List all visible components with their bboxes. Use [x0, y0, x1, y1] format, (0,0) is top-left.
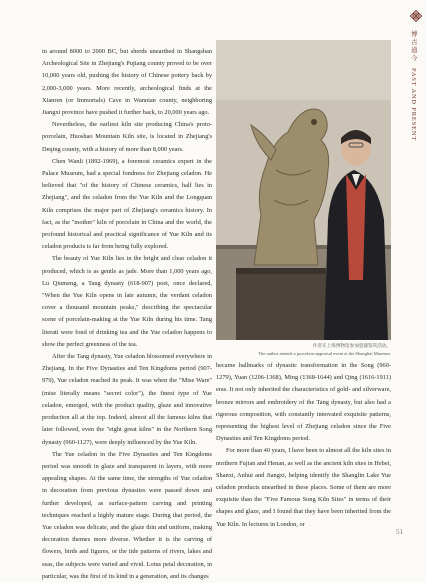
paragraph: For more than 40 years, I have been to almost all the kiln sites in northern Fujian and Henan, as well as the ancient kiln sites in Hebei, Shanxi, Anhui and Jiangxi, helping identify the Shanglin Lake Yue celadon products unearthed in these places. Some of them are more exquisite than the "Five Famous Song Kiln Sites" in terms of their shapes and glaze, and I found that they have been inherited from the Yue Kiln. In lectures in London, or [216, 447, 391, 528]
section-tab [405, 0, 427, 175]
paragraph: The beauty of Yue Kiln lies in the bright and clear celadon it produced, which is as gentle as jade. More than 1,000 years ago, Lu Qiumeng, a Tang dynasty (618-907) poet, once declared, "When the Yue Kiln opens in late autumn, the verdant celadon cover a thousand mountain peaks," describing the spectacular scene of porcelain-making at the Yue Kiln during his time. Tang literati were fond of drinking tea and the Yue celadon happens to show the perfect greenness of the tea. [42, 255, 212, 348]
right-text-column [216, 360, 391, 531]
lattice-diamond-icon [410, 10, 422, 22]
paragraph: became hallmarks of dynastic transformation in the Song (960-1279), Yuan (1206-1368), Ming (1368-1644) and Qing (1616-1911) eras. It not only inherited the characteristics of gold- and silverware, bronze mirrors and embroidery of the Tang dynasty, but also had a rigorous composition, with constantly innovated exquisite patterns, representing the highest level of Zhejiang celadon since the Five Dynasties and Ten Kingdoms period. [216, 362, 391, 443]
paragraph: Nevertheless, the earliest kiln site producing China's proto-porcelain, Huoshao Mountain Kiln site, is located in Zhejiang's Deqing county, with a history of more than 8,000 years. [42, 121, 212, 153]
caption-chinese: 作者在上海博物馆参加瓷器鉴赏活动。 [312, 344, 391, 349]
section-label-en: PAST AND PRESENT [410, 68, 417, 142]
photo-illustration [216, 40, 391, 340]
page-number: 51 [396, 528, 403, 536]
section-label-zh: 博古通今 [411, 30, 418, 62]
paragraph: in around 8000 to 2000 BC, but sherds unearthed in Shangshan Archeological Site in Zhejiang's Pujiang county proved to be over 10,000 years old, pushing the history of Chinese pottery back by 2,000-3,000 years. More recently, archeological finds at the Xianren (or Immortals) Cave in Wannian county, neighboring Jiangxi province have pushed it further back, to 20,000 years ago. [42, 48, 212, 117]
caption-english: The author attends a porcelain-appraisal event at the Shanghai Museum. [258, 351, 391, 356]
paragraph: After the Tang dynasty, Yue celadon blossomed everywhere in Zhejiang. In the Five Dynasties and Ten Kingdoms period (907-979), Yue celadon reached its peak. It was when the "Mise Ware" (mise literally means "secret color"), the finest type of Yue celadon, emerged, with the product quality, glaze and innovative production all at the top. Indeed, almost all the famous kilns that later followed, even the "eight great kilns" in the Northern Song dynasty (960-1127), were deeply influenced by the Yue Kiln. [42, 353, 212, 446]
left-text-column [42, 46, 212, 583]
author-photo [216, 40, 391, 340]
paragraph: The Yue celadon in the Five Dynasties and Ten Kingdoms period was smooth in glaze and transparent in layers, with more appealing shapes. At the same time, the strengths of Yue celadon in decoration from previous dynasties were passed down and further developed, as surface-pattern carving and printing techniques reached a highly mature stage. During that period, the Yue celadon was delicate, and the glaze thin and uniform, making decoration themes more diverse. Whether it is the carving of flowers, birds and figures, or the tide patterns of rivers, lakes and seas, the subjects were varied and vivid. Lotus petal decoration, in particular, was the first of its kind in a generation, and its changes [42, 450, 212, 580]
photo-caption [216, 343, 391, 357]
paragraph: Chen Wanli (1892-1969), a foremost ceramics expert in the Palace Museum, had a special fondness for Zhejiang celadon. He believed that "of the history of Chinese ceramics, half lies in Zhejiang", and the celadon from the Yue Kiln and the Longquan Kiln comprises the major part of Zhejiang's ceramics history. In fact, as the "mother" kiln of porcelain in China and the world, the profound historical and practical significance of Yue Kiln and its celadon products is far from being fully explored. [42, 157, 212, 251]
